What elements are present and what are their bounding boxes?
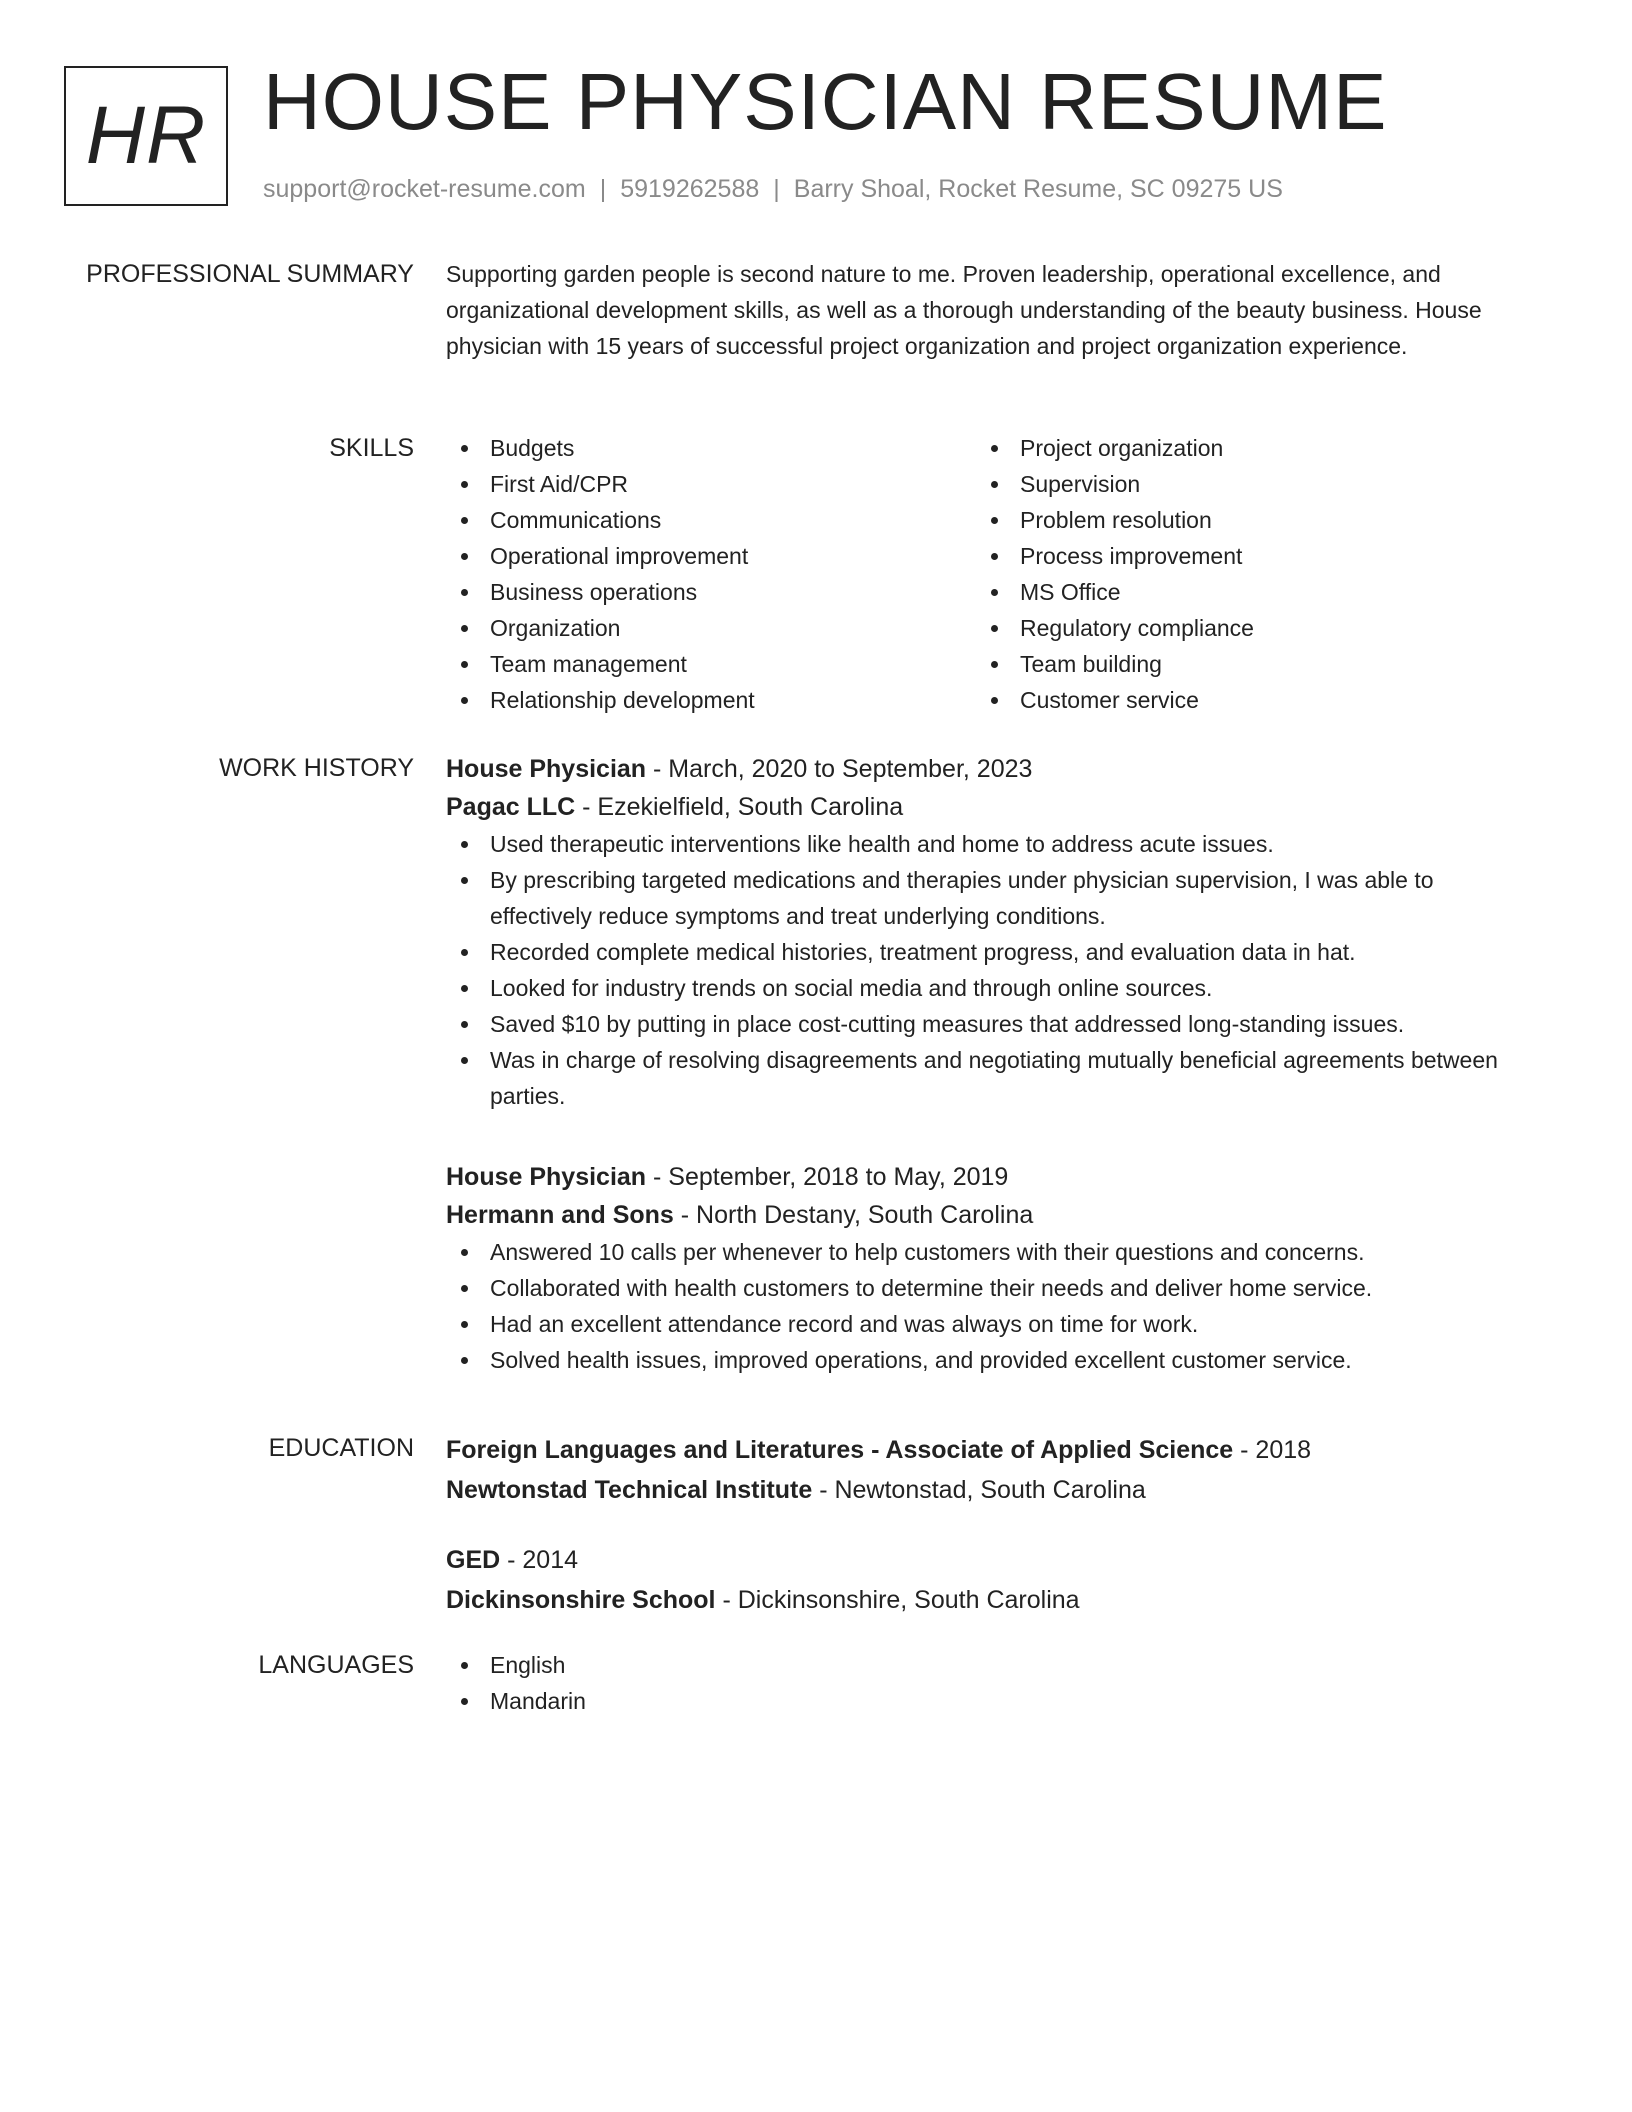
resume-title: HOUSE PHYSICIAN RESUME	[263, 57, 1388, 146]
skill-item: Relationship development	[446, 682, 976, 718]
skill-item: Organization	[446, 610, 976, 646]
skill-item: MS Office	[976, 574, 1506, 610]
education-heading: EDUCATION	[268, 1434, 414, 1462]
education-degree: GED	[446, 1546, 501, 1574]
skill-item: Customer service	[976, 682, 1506, 718]
job-company: Pagac LLC	[446, 793, 576, 821]
monogram-initials: HR	[85, 90, 207, 181]
education-degree: Foreign Languages and Literatures - Associate of Applied Science	[446, 1436, 1234, 1464]
job-company-line	[446, 788, 1506, 826]
summary-text: Supporting garden people is second nature to me. Proven leadership, operational excellence, and organizational development skills, as well as a thorough understanding of the beauty business. House physician with 15 years of successful project organization and project organization experience.	[446, 261, 1482, 359]
education-school-line	[446, 1580, 1506, 1620]
job-location: - Ezekielfield, South Carolina	[575, 793, 904, 821]
education-location: - Newtonstad, South Carolina	[812, 1476, 1146, 1504]
skills-heading: SKILLS	[329, 434, 414, 462]
job-duties-list	[446, 826, 1506, 1114]
summary-heading: PROFESSIONAL SUMMARY	[86, 260, 414, 288]
contact-line	[263, 172, 1283, 206]
job-role: House Physician	[446, 755, 647, 783]
job-duty: Recorded complete medical histories, treatment progress, and evaluation data in hat.	[446, 934, 1506, 970]
skill-item: Team management	[446, 646, 976, 682]
education-school-line	[446, 1470, 1506, 1510]
skill-item: Business operations	[446, 574, 976, 610]
education-school: Dickinsonshire School	[446, 1586, 716, 1614]
job-company-line	[446, 1196, 1506, 1234]
skill-item: Budgets	[446, 430, 976, 466]
education-entry	[446, 1540, 1506, 1620]
job-dates: - March, 2020 to September, 2023	[646, 755, 1033, 783]
job-duty: Had an excellent attendance record and was always on time for work.	[446, 1306, 1506, 1342]
summary-body	[446, 256, 1506, 364]
job-duty: Solved health issues, improved operations, and provided excellent customer service.	[446, 1342, 1506, 1378]
job-duties-list	[446, 1234, 1506, 1378]
education-degree-line	[446, 1430, 1506, 1470]
job-duty: Answered 10 calls per whenever to help customers with their questions and concerns.	[446, 1234, 1506, 1270]
education-entry	[446, 1430, 1506, 1510]
skills-body	[446, 430, 1506, 718]
language-item: Mandarin	[446, 1683, 1506, 1719]
skill-item: Project organization	[976, 430, 1506, 466]
skill-item: Team building	[976, 646, 1506, 682]
job-entry	[446, 1158, 1506, 1378]
skills-list-left	[446, 430, 976, 718]
education-year: - 2018	[1233, 1436, 1312, 1464]
contact-separator: |	[773, 175, 780, 203]
education-location: - Dickinsonshire, South Carolina	[715, 1586, 1080, 1614]
contact-separator: |	[599, 175, 607, 203]
languages-body	[446, 1647, 1506, 1719]
job-duty: Saved $10 by putting in place cost-cutting measures that addressed long-standing issues.	[446, 1006, 1506, 1042]
job-location: - North Destany, South Carolina	[673, 1201, 1034, 1229]
job-duty: Looked for industry trends on social media and through online sources.	[446, 970, 1506, 1006]
skills-list-right	[976, 430, 1506, 718]
job-duty: Collaborated with health customers to determine their needs and deliver home service.	[446, 1270, 1506, 1306]
monogram-box	[64, 66, 228, 206]
skill-item: Process improvement	[976, 538, 1506, 574]
contact-email: support@rocket-resume.com	[263, 175, 586, 203]
skill-item: First Aid/CPR	[446, 466, 976, 502]
skill-item: Supervision	[976, 466, 1506, 502]
job-duty: Used therapeutic interventions like health and home to address acute issues.	[446, 826, 1506, 862]
languages-heading: LANGUAGES	[258, 1651, 414, 1679]
skill-item: Problem resolution	[976, 502, 1506, 538]
job-company: Hermann and Sons	[446, 1201, 674, 1229]
job-duty: By prescribing targeted medications and therapies under physician supervision, I was able to effectively reduce symptoms and treat underlying conditions.	[446, 862, 1506, 934]
contact-address: Barry Shoal, Rocket Resume, SC 09275 US	[793, 175, 1283, 203]
languages-list	[446, 1647, 1506, 1719]
education-degree-line	[446, 1540, 1506, 1580]
work-history-heading: WORK HISTORY	[219, 754, 414, 782]
language-item: English	[446, 1647, 1506, 1683]
job-duty: Was in charge of resolving disagreements and negotiating mutually beneficial agreements between parties.	[446, 1042, 1506, 1114]
education-body	[446, 1430, 1506, 1620]
job-entry	[446, 750, 1506, 1114]
education-school: Newtonstad Technical Institute	[446, 1476, 813, 1504]
skill-item: Operational improvement	[446, 538, 976, 574]
job-role: House Physician	[446, 1163, 647, 1191]
job-dates: - September, 2018 to May, 2019	[646, 1163, 1009, 1191]
skill-item: Regulatory compliance	[976, 610, 1506, 646]
work-history-body	[446, 750, 1506, 1378]
job-role-line	[446, 1158, 1506, 1196]
skill-item: Communications	[446, 502, 976, 538]
education-year: - 2014	[500, 1546, 579, 1574]
contact-phone: 5919262588	[620, 175, 760, 203]
job-role-line	[446, 750, 1506, 788]
